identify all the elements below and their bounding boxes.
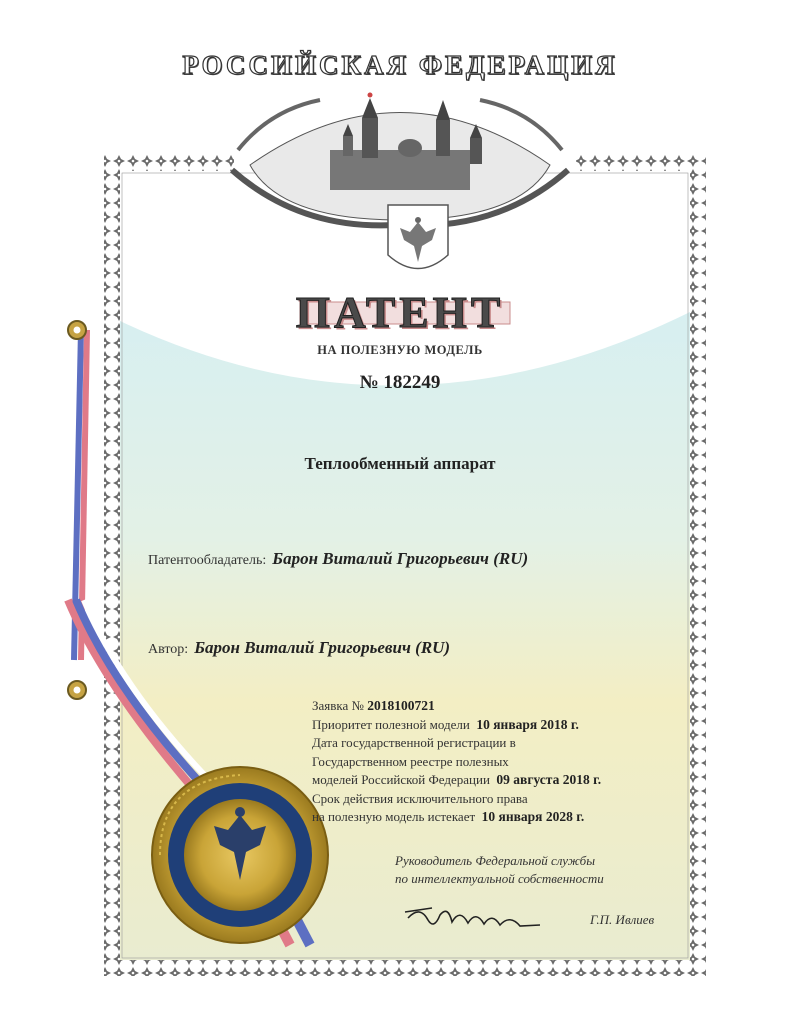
signatory-title [395,852,695,888]
coat-of-arms [388,205,448,269]
frame-top-left [104,155,234,171]
term-line-2: на полезную модель истекает [312,809,476,824]
registration-line-3: моделей Российской Федерации [312,772,490,787]
registration-date: 09 августа 2018 г. [496,772,602,787]
country-title: РОССИЙСКАЯ ФЕДЕРАЦИЯ [182,50,618,80]
frame-top-right [576,155,706,171]
official-seal [152,767,328,943]
priority-label: Приоритет полезной модели [312,716,470,732]
frame-bottom [104,960,706,976]
application-label: Заявка № [312,698,364,713]
frame-left [104,155,120,965]
author-value: Барон Виталий Григорьевич (RU) [194,638,451,657]
holder-row [148,549,528,569]
signatory-name: Г.П. Ивлиев [590,912,655,927]
signatory-title-line-1: Руководитель Федеральной службы [395,853,596,868]
registration-line-2: Государственном реестре полезных [312,753,509,769]
application-number: 2018100721 [367,698,435,713]
author-label: Автор: [148,642,189,657]
priority-date: 10 января 2018 г. [476,716,579,732]
patent-number: № 182249 [359,372,441,393]
expiry-date: 10 января 2028 г. [481,809,585,824]
frame-right [690,155,706,965]
term-line-1: Срок действия исключительного права [312,790,528,806]
document-type: ПАТЕНТ [295,288,505,337]
author-row [148,638,450,658]
signatory-title-line-2: по интеллектуальной собственности [395,871,604,886]
holder-label: Патентообладатель: [148,553,267,568]
registration-line-1: Дата государственной регистрации в [312,735,516,750]
holder-value: Барон Виталий Григорьевич (RU) [272,549,529,568]
registration-details [312,697,672,827]
document-subtitle: НА ПОЛЕЗНУЮ МОДЕЛЬ [317,343,483,357]
invention-title: Теплообменный аппарат [304,454,496,473]
